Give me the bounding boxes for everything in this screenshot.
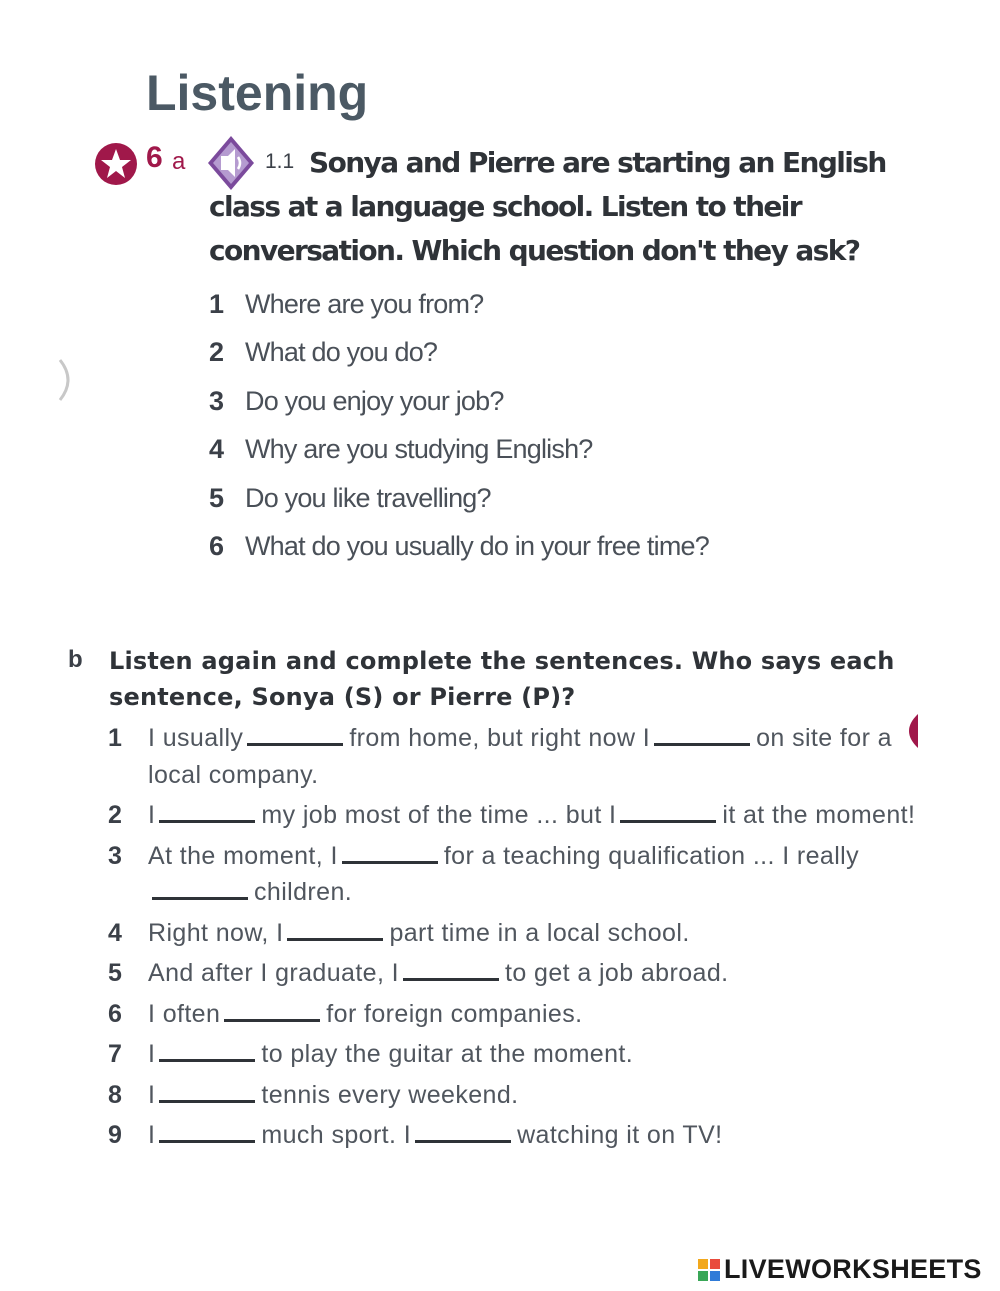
- list-item: [108, 1077, 918, 1114]
- sentence-part: tennis every weekend.: [261, 1080, 519, 1109]
- list-item: [209, 523, 709, 572]
- track-number: 1.1: [265, 150, 295, 173]
- answer-blank[interactable]: [415, 1120, 511, 1143]
- exercise-letter-a: a: [172, 148, 186, 175]
- liveworksheets-logo: [698, 1254, 982, 1285]
- list-item: [209, 329, 709, 378]
- answer-blank[interactable]: [152, 877, 248, 900]
- sentence-text: [148, 1117, 918, 1154]
- item-number: 6: [108, 999, 123, 1028]
- item-text: Do you enjoy your job?: [245, 385, 504, 416]
- list-item: [108, 996, 918, 1033]
- list-item: [108, 1036, 918, 1073]
- sentence-part: for foreign companies.: [326, 999, 583, 1028]
- page-title: Listening: [146, 65, 369, 121]
- sentence-part: watching it on TV!: [517, 1121, 723, 1149]
- item-number: 5: [108, 959, 123, 987]
- sentence-text: [148, 720, 918, 793]
- page-edge-mark: [898, 712, 920, 750]
- answer-blank[interactable]: [159, 1120, 255, 1143]
- sentence-text: [148, 1077, 918, 1114]
- liveworksheets-logo-icon: [698, 1259, 720, 1281]
- list-item: [108, 955, 918, 992]
- answer-blank[interactable]: [342, 841, 438, 864]
- item-number: 5: [209, 482, 224, 513]
- answer-blank[interactable]: [403, 958, 499, 981]
- star-badge-icon: [93, 141, 139, 187]
- sentence-part: on site for a local company.: [148, 724, 892, 789]
- sentence-part: I: [148, 1080, 156, 1109]
- exercise-b-instruction: Listen again and complete the sentences. Who says each sentence, Sonya (S) or Pierre (P)?: [109, 647, 895, 711]
- item-text: Do you like travelling?: [245, 482, 491, 513]
- list-item: [209, 426, 709, 475]
- item-number: 6: [209, 531, 224, 562]
- sentence-part: to play the guitar at the moment.: [261, 1040, 634, 1068]
- answer-blank[interactable]: [247, 723, 343, 746]
- item-number: 4: [108, 918, 123, 947]
- sentence-part: I often: [148, 999, 221, 1028]
- list-item: [108, 720, 918, 793]
- exercise-number: 6: [146, 141, 163, 174]
- answer-blank[interactable]: [654, 723, 750, 746]
- item-number: 3: [209, 385, 224, 416]
- list-item: [209, 280, 709, 329]
- item-number: 1: [108, 724, 123, 752]
- sentence-part: from home, but right now I: [349, 724, 651, 752]
- sentence-part: much sport. I: [261, 1121, 412, 1149]
- answer-blank[interactable]: [287, 918, 383, 941]
- item-number: 9: [108, 1121, 123, 1149]
- sentence-part: I: [148, 1121, 156, 1149]
- item-number: 2: [209, 337, 224, 368]
- exercise-a-instruction: Sonya and Pierre are starting an English class at a language school. Listen to their conversation. Which question don't they ask?: [209, 146, 886, 267]
- sentence-text: [148, 955, 918, 992]
- item-text: What do you usually do in your free time?: [245, 531, 709, 562]
- question-list: [209, 280, 709, 571]
- sentence-part: children.: [254, 878, 353, 906]
- list-item: [209, 474, 709, 523]
- item-text: Why are you studying English?: [245, 434, 593, 465]
- sentence-part: At the moment, I: [148, 841, 338, 870]
- item-number: 4: [209, 434, 224, 465]
- sentence-part: part time in a local school.: [389, 918, 690, 947]
- list-item: [108, 1117, 918, 1154]
- sentence-part: to get a job abroad.: [505, 959, 729, 987]
- answer-blank[interactable]: [159, 1039, 255, 1062]
- exercise-letter-b: b: [68, 646, 83, 673]
- sentence-text: [148, 838, 918, 911]
- page-edge-arc: [40, 356, 80, 404]
- list-item: [108, 797, 918, 834]
- sentence-part: Right now, I: [148, 918, 284, 947]
- item-number: 3: [108, 841, 123, 870]
- list-item: [209, 377, 709, 426]
- answer-blank[interactable]: [159, 1080, 255, 1103]
- sentence-part: I: [148, 1040, 156, 1068]
- sentence-list: [108, 720, 918, 1154]
- item-number: 2: [108, 801, 123, 829]
- item-number: 1: [209, 288, 224, 319]
- sentence-text: [148, 996, 918, 1033]
- answer-blank[interactable]: [224, 999, 320, 1022]
- sentence-text: [148, 1036, 918, 1073]
- sentence-text: [148, 915, 918, 952]
- sentence-part: for a teaching qualification ... I really: [443, 841, 860, 870]
- sentence-text: [148, 797, 918, 834]
- list-item: [108, 838, 918, 911]
- sentence-part: I: [148, 801, 156, 829]
- answer-blank[interactable]: [159, 800, 255, 823]
- item-number: 8: [108, 1080, 123, 1109]
- sentence-part: I usually: [148, 724, 244, 752]
- answer-blank[interactable]: [620, 800, 716, 823]
- item-text: What do you do?: [245, 337, 438, 368]
- list-item: [108, 915, 918, 952]
- sentence-part: it at the moment!: [722, 801, 916, 829]
- sentence-part: And after I graduate, I: [148, 959, 400, 987]
- item-number: 7: [108, 1040, 123, 1068]
- item-text: Where are you from?: [245, 288, 484, 319]
- logo-text: LIVEWORKSHEETS: [724, 1254, 982, 1284]
- sentence-part: my job most of the time ... but I: [261, 801, 617, 829]
